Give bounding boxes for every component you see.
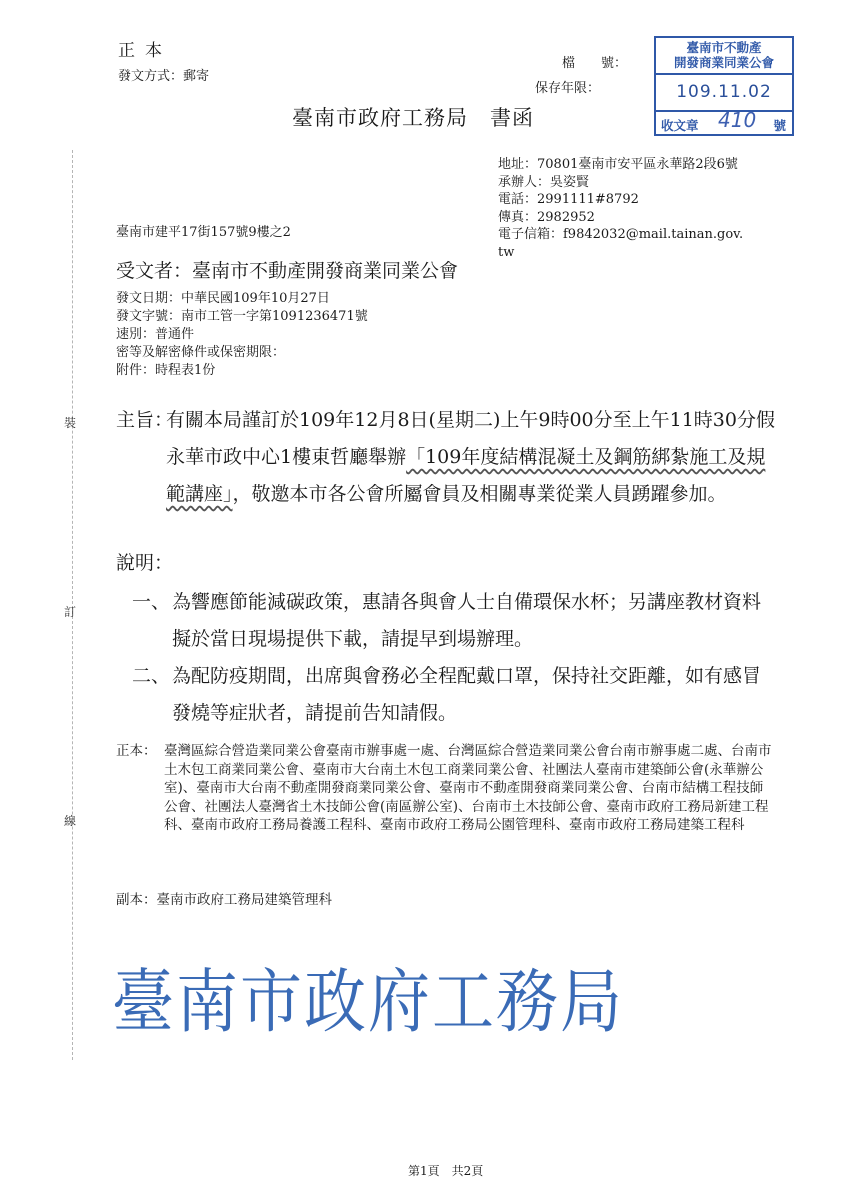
contact-email-cont: tw [498, 244, 515, 260]
binding-mark-ding: 訂 [64, 605, 77, 619]
copy-type: 正本 [118, 41, 172, 61]
secrecy: 密等及解密條件或保密期限： [116, 345, 286, 360]
attachment: 附件：時程表1份 [116, 363, 216, 378]
subject-text-post: ，敬邀本市各公會所屬會員及相關專業從業人員踴躍參加。 [232, 483, 727, 505]
issue-number: 發文字號：南市工管一字第1091236471號 [116, 309, 368, 324]
distribution-copy: 副本：臺南市政府工務局建築管理科 [116, 892, 332, 908]
contact-block [498, 156, 743, 261]
stamp-received-label: 收文章 [661, 118, 699, 133]
contact-fax: 傳真：2982952 [498, 209, 595, 225]
stamp-received [656, 110, 792, 136]
recipient-address: 臺南市建平17街157號9樓之2 [116, 225, 291, 240]
page-number: 第1頁 共2頁 [408, 1164, 484, 1178]
explanation-item [132, 584, 772, 658]
file-number-label: 檔 號： [562, 56, 628, 71]
stamp-received-suffix: 號 [773, 118, 786, 133]
subject-text-pre: 有關本局謹訂於109年12月8日(星期二)上午9時00分至上午11時30分假永華市政中心1樓東哲廳舉辦 [166, 409, 775, 468]
document-title: 臺南市政府工務局 書函 [292, 106, 534, 130]
contact-email: 電子信箱：f9842032@mail.tainan.gov. [498, 227, 744, 242]
retention-label: 保存年限： [535, 81, 601, 96]
explanation-item-number: 二、 [132, 665, 171, 687]
distribution-label: 正本： [116, 743, 157, 759]
speed: 速別：普通件 [116, 327, 195, 342]
issue-date: 發文日期：中華民國109年10月27日 [116, 291, 330, 306]
explanation-item-text: 為配防疫期間，出席與會務必全程配戴口罩，保持社交距離，如有感冒發燒等症狀者，請提前告知請假。 [172, 665, 762, 724]
document-meta [116, 290, 368, 380]
recipient: 受文者：臺南市不動產開發商業同業公會 [116, 260, 459, 282]
receipt-stamp [654, 36, 794, 136]
stamp-org [656, 40, 792, 75]
binding-mark-zhuang: 裝 [64, 416, 77, 430]
stamp-date: 109.11.02 [676, 82, 772, 102]
explanation-item-text: 為響應節能減碳政策，惠請各與會人士自備環保水杯；另講座教材資料擬於當日現場提供下載，請提早到場辦理。 [172, 591, 762, 650]
distribution-list: 臺灣區綜合營造業同業公會臺南市辦事處一處、台灣區綜合營造業同業公會台南市辦事處二處、台南市土木包工商業同業公會、臺南市大台南土木包工商業同業公會、社團法人臺南市建築師公會(永華辦公室)、臺南市大台南不動產開發商業同業公會、臺南市不動產開發商業同業公會、台南市結構工程技師公會、社團法人臺灣省土木技師公會(南區辦公室)、台南市土木技師公會、臺南市政府工務局新建工程科、臺南市政府工務局養護工程科、臺南市政府工務局公園管理科、臺南市政府工務局建築工程科 [164, 743, 772, 834]
binding-mark-xian: 線 [64, 814, 77, 828]
explanation-item [132, 658, 772, 732]
contact-address: 地址：70801臺南市安平區永華路2段6號 [498, 157, 738, 172]
explanation-item-number: 一、 [132, 591, 171, 613]
distribution-original [116, 742, 776, 835]
contact-handler: 承辦人：吳姿賢 [498, 174, 590, 190]
stamp-received-number: 410 [718, 108, 757, 132]
stamp-org-line2: 開發商業同業公會 [673, 55, 774, 70]
agency-seal: 臺南市政府工務局 [112, 960, 625, 1043]
explanation-label: 說明： [116, 552, 174, 574]
subject-event-title: 「109年度結構混凝土及鋼筋綁紮施工及規範講座」 [166, 446, 766, 505]
contact-phone: 電話：2991111#8792 [498, 192, 639, 207]
send-method: 發文方式：郵寄 [118, 69, 210, 84]
subject-section [116, 402, 776, 513]
subject-label: 主旨： [116, 409, 174, 431]
subject-body [166, 402, 776, 513]
stamp-org-line1: 臺南市不動產 [686, 40, 762, 55]
